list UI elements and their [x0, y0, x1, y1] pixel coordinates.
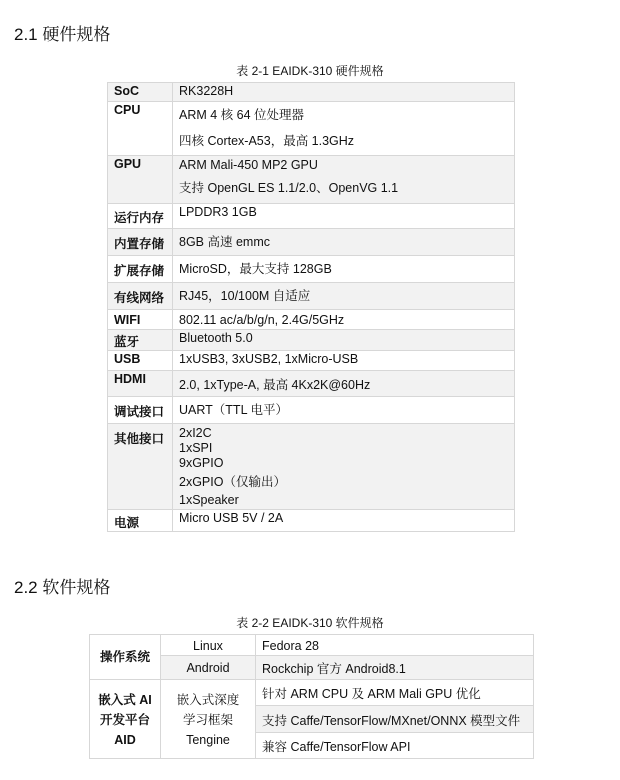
table-row	[108, 283, 515, 310]
spec-value: 802.11 ac/a/b/g/n, 2.4G/5GHz	[173, 310, 515, 330]
spec-key: SoC	[108, 83, 173, 102]
spec-key: 内置存储	[108, 229, 173, 256]
spec-key: 电源	[108, 510, 173, 532]
spec-key: WIFI	[108, 310, 173, 330]
table-row	[108, 510, 515, 532]
spec-key: USB	[108, 351, 173, 371]
spec-value: RJ45，10/100M 自适应	[173, 283, 515, 310]
ai-feature: 支持 Caffe/TensorFlow/MXnet/ONNX 模型文件	[256, 706, 534, 733]
spec-value: 2.0, 1xType-A, 最高 4Kx2K@60Hz	[173, 371, 515, 397]
ai-feature: 针对 ARM CPU 及 ARM Mali GPU 优化	[256, 680, 534, 706]
spec-key: 运行内存	[108, 204, 173, 229]
os-value: Rockchip 官方 Android8.1	[256, 656, 534, 680]
spec-key: 蓝牙	[108, 330, 173, 351]
spec-key: CPU	[108, 102, 173, 156]
spec-key: HDMI	[108, 371, 173, 397]
table-row	[108, 156, 515, 204]
section-title-software: 2.2 软件规格	[14, 578, 111, 597]
spec-value: LPDDR3 1GB	[173, 204, 515, 229]
spec-key: 调试接口	[108, 397, 173, 424]
table-row	[108, 351, 515, 371]
software-spec-table	[89, 634, 534, 759]
spec-value: RK3228H	[173, 83, 515, 102]
table-caption-software: 表 2-2 EAIDK-310 软件规格	[236, 616, 384, 630]
spec-value: 1xUSB3, 3xUSB2, 1xMicro-USB	[173, 351, 515, 371]
table-row	[108, 371, 515, 397]
spec-key: 有线网络	[108, 283, 173, 310]
spec-value: 8GB 高速 emmc	[173, 229, 515, 256]
spec-key: 扩展存储	[108, 256, 173, 283]
table-row	[108, 102, 515, 156]
spec-value: ARM 4 核 64 位处理器 四核 Cortex-A53，最高 1.3GHz	[173, 102, 515, 156]
ai-platform-category: 嵌入式 AI 开发平台 AID	[90, 680, 161, 759]
spec-key: 其他接口	[108, 424, 173, 510]
hardware-spec-table	[107, 82, 515, 532]
ai-framework-name: 嵌入式深度 学习框架 Tengine	[161, 680, 256, 759]
spec-value: Micro USB 5V / 2A	[173, 510, 515, 532]
table-row	[108, 83, 515, 102]
os-name: Linux	[161, 635, 256, 656]
spec-value: MicroSD，最大支持 128GB	[173, 256, 515, 283]
table-row	[108, 204, 515, 229]
table-row	[90, 680, 534, 706]
section-title-hardware: 2.1 硬件规格	[14, 25, 111, 44]
table-row	[108, 310, 515, 330]
table-row	[108, 256, 515, 283]
os-category: 操作系统	[90, 635, 161, 680]
os-name: Android	[161, 656, 256, 680]
table-row	[108, 397, 515, 424]
table-row	[108, 330, 515, 351]
table-row	[108, 229, 515, 256]
spec-value: UART（TTL 电平）	[173, 397, 515, 424]
os-value: Fedora 28	[256, 635, 534, 656]
spec-value: 2xI2C 1xSPI 9xGPIO 2xGPIO（仅输出） 1xSpeaker	[173, 424, 515, 510]
table-row	[108, 424, 515, 510]
table-caption-hardware: 表 2-1 EAIDK-310 硬件规格	[236, 64, 384, 78]
table-row	[90, 635, 534, 656]
spec-value: Bluetooth 5.0	[173, 330, 515, 351]
spec-value: ARM Mali-450 MP2 GPU 支持 OpenGL ES 1.1/2.0、OpenVG 1.1	[173, 156, 515, 204]
ai-feature: 兼容 Caffe/TensorFlow API	[256, 733, 534, 759]
spec-key: GPU	[108, 156, 173, 204]
